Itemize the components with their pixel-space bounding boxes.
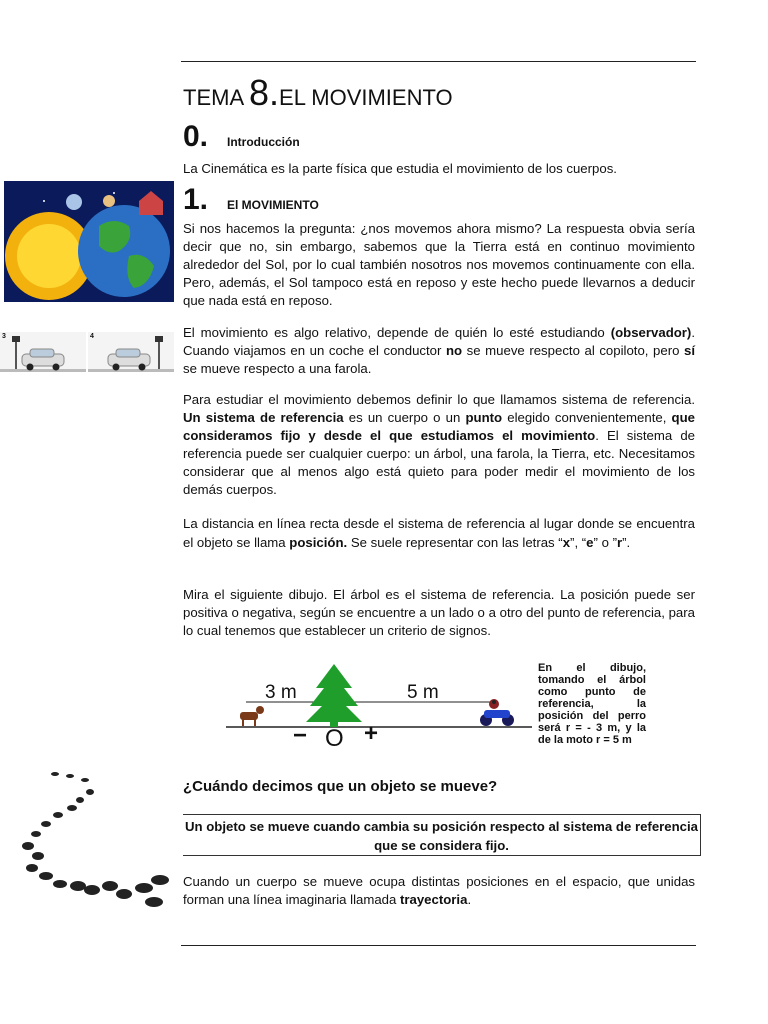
left-distance-label: 3 m [265, 682, 297, 703]
car-frame-right-number: 4 [90, 333, 94, 340]
p4-text-a: La distancia en línea recta desde el sistema de referencia al lugar donde se encuentra el objeto se llama [183, 516, 695, 550]
p3-text-g: . El sistema de referencia puede ser cualquier cuerpo: un árbol, una farola, la Tierra, etc. Necesitamos considerar que al menos algo está quieto para poder medir el movimiento de los demás cuerpos. [183, 428, 695, 497]
p4-bold-position: posición. [289, 535, 348, 550]
sun-earth-illustration [4, 181, 174, 302]
reference-diagram [226, 660, 532, 754]
p3-text-c: es un cuerpo o un [343, 410, 466, 425]
p4-bold-e: e [586, 535, 594, 550]
section-0-heading [183, 120, 300, 154]
p4-bold-x: x [562, 535, 571, 550]
p3-bold-f: que consideramos fijo y desde el que estudiamos el movimiento [183, 410, 695, 443]
minus-sign: − [293, 722, 308, 749]
diagram-caption: En el dibujo, tomando el árbol como punto de referencia, la posición del perro será r = - 3 m, y la de la moto r = 5 m [538, 662, 646, 746]
p2-text-e: se mueve respecto al copiloto, pero [462, 343, 684, 358]
title-prefix: TEMA [183, 85, 250, 110]
page-title [183, 72, 453, 114]
section-0-number: 0. [183, 120, 209, 153]
bottom-rule [181, 945, 696, 946]
p4-text-e: ”, “ [570, 535, 587, 550]
paragraph-earth-motion: Si nos hacemos la pregunta: ¿nos movemos ahora mismo? La respuesta obvia sería decir que no, sin embargo, sabemos que la Tierra está en continuo movimiento alrededor del Sol, por lo cual también nosotros nos movemos continuamente con ella. Pero, además, el Sol tampoco está en reposo y este hecho puede llevarnos a deducir que nada está en reposo. [183, 221, 695, 308]
section-1-label: El MOVIMIENTO [227, 198, 319, 212]
p4-text-g: ” o ” [593, 535, 617, 550]
paragraph-drawing-intro: Mira el siguiente dibujo. El árbol es el sistema de referencia. La posición puede ser positiva o negativa, según se encuentre a un lado o a otro del punto de referencia, para lo cual tenemos que establecer un criterio de signos. [183, 587, 695, 638]
definition-box: Un objeto se mueve cuando cambia su posición respecto al sistema de referencia que se considera fijo. [183, 814, 701, 856]
p6-text-a: Cuando un cuerpo se mueve ocupa distintas posiciones en el espacio, que unidas forman una línea imaginaria llamada [183, 874, 695, 907]
p2-bold-no: no [445, 343, 463, 358]
p6-text-c: . [467, 892, 472, 907]
car-frame-right-image [88, 332, 174, 372]
p2-text-a: El movimiento es algo relativo, depende de quién lo esté estudiando [183, 325, 611, 340]
title-number: 8. [249, 72, 280, 113]
paragraph-trajectory [183, 873, 695, 909]
intro-paragraph: La Cinemática es la parte física que estudia el movimiento de los cuerpos. [183, 161, 617, 176]
p2-text-c: . Cuando viajamos en un coche el conductor [183, 325, 695, 358]
p2-text-g: se mueve respecto a una farola. [183, 361, 372, 376]
p3-bold-d: punto [465, 410, 503, 425]
p4-bold-r: r [616, 535, 623, 550]
paragraph-position [183, 514, 695, 552]
section-1-number: 1. [183, 183, 209, 216]
top-rule [181, 61, 696, 62]
footprints-illustration [10, 768, 180, 913]
dog-icon [240, 706, 264, 726]
plus-sign: + [364, 720, 379, 747]
p3-text-a: Para estudiar el movimiento debemos definir lo que llamamos sistema de referencia. [183, 392, 695, 407]
motorbike-icon [480, 699, 514, 726]
car-frame-left-image [0, 332, 86, 372]
p3-text-e: elegido convenientemente, [502, 410, 672, 425]
origin-label: O [325, 725, 344, 752]
p4-text-i: ”. [622, 535, 631, 550]
section-1-heading [183, 183, 319, 217]
car-frame-left-number: 3 [2, 333, 6, 340]
title-suffix: EL MOVIMIENTO [279, 85, 453, 110]
paragraph-reference-system [183, 391, 695, 499]
question-heading: ¿Cuándo decimos que un objeto se mueve? [183, 778, 498, 795]
p2-bold-si: sí [684, 343, 695, 358]
right-distance-label: 5 m [407, 682, 439, 703]
p3-bold-a: Un sistema de referencia [183, 410, 344, 425]
p2-bold-observer: (observador) [610, 325, 692, 340]
p4-text-c: Se suele representar con las letras “ [347, 535, 563, 550]
p6-bold-trajectory: trayectoria [399, 892, 468, 907]
section-0-label: Introducción [227, 135, 300, 149]
paragraph-relative-motion [183, 324, 695, 378]
